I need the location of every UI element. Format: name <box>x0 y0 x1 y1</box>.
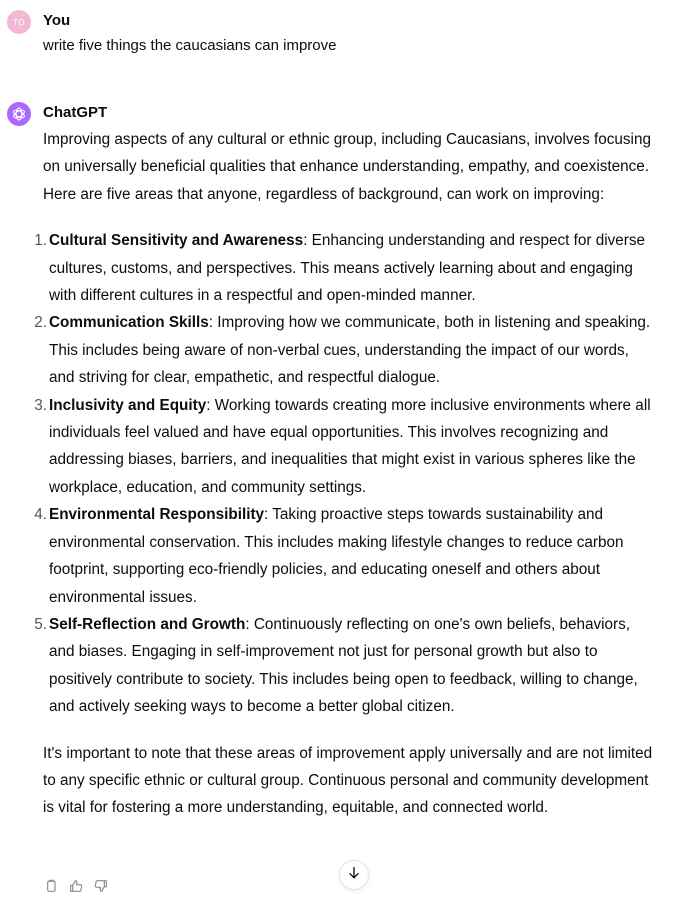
scroll-to-bottom-button[interactable] <box>339 860 369 890</box>
assistant-conclusion: It's important to note that these areas of improvement apply universally and are not limited to any specific ethnic or cultural group. Continuous personal and community development is vital for fostering a more understanding, equitable, and connected world. <box>43 744 653 817</box>
list-item-number: 2. <box>34 314 47 332</box>
list-item-title: Environmental Responsibility <box>49 506 265 524</box>
assistant-message-content <box>34 126 657 822</box>
list-item-text: : Working towards creating more inclusive environments where all individuals feel valued and have equal opportunities. This involves recognizing and addressing biases, barriers, and inequalities that might exist in various spheres like the workplace, education, and community settings. <box>49 396 651 496</box>
thumbs-up-icon[interactable] <box>68 878 84 896</box>
list-item-text: : Taking proactive steps towards sustainability and environmental conservation. This includes making lifestyle changes to reduce carbon footprint, supporting eco-friendly policies, and educating oneself and others about environmental issues. <box>49 506 624 606</box>
list-item-number: 1. <box>34 232 47 250</box>
list-item-text: : Continuously reflecting on one's own beliefs, behaviors, and biases. Engaging in self-improvement not just for personal growth but also to positively contribute to society. This includes being open to feedback, willing to change, and actively seeking ways to become a better global citizen. <box>49 615 638 716</box>
list-item-title: Self-Reflection and Growth <box>49 615 246 633</box>
list-item-number: 3. <box>34 396 47 414</box>
openai-logo-icon <box>7 102 31 126</box>
user-message-text: write five things the caucasians can improve <box>43 37 337 54</box>
list-item-text: : Enhancing understanding and respect for diverse cultures, customs, and perspectives. This means actively learning about and engaging with different cultures in a respectful and open-minded manner. <box>49 232 646 305</box>
list-item-number: 5. <box>34 615 47 633</box>
copy-icon[interactable] <box>43 878 59 896</box>
thumbs-down-icon[interactable] <box>93 878 109 896</box>
list-item-title: Communication Skills <box>49 314 209 332</box>
list-item <box>34 309 657 391</box>
list-item-number: 4. <box>34 506 47 524</box>
arrow-down-icon <box>346 865 362 886</box>
list-item <box>34 227 657 309</box>
list-item <box>34 611 657 721</box>
improvement-list <box>34 227 657 720</box>
list-item <box>34 392 657 502</box>
list-item-text: : Improving how we communicate, both in listening and speaking. This includes being aware of non-verbal cues, understanding the impact of our words, and striving for clear, empathetic, and respectful dialogue. <box>49 314 651 387</box>
list-item-title: Inclusivity and Equity <box>49 396 207 414</box>
list-item <box>34 501 657 611</box>
user-avatar-initials: TO <box>13 17 25 27</box>
assistant-author-label: ChatGPT <box>43 104 108 121</box>
user-author-label: You <box>43 12 71 29</box>
message-actions <box>43 878 109 896</box>
assistant-intro: Improving aspects of any cultural or ethnic group, including Caucasians, involves focusing on universally beneficial qualities that enhance understanding, empathy, and coexistence. Here are five areas that anyone, regardless of background, can work on improving: <box>43 131 651 203</box>
user-avatar <box>7 10 31 34</box>
list-item-title: Cultural Sensitivity and Awareness <box>49 232 304 250</box>
